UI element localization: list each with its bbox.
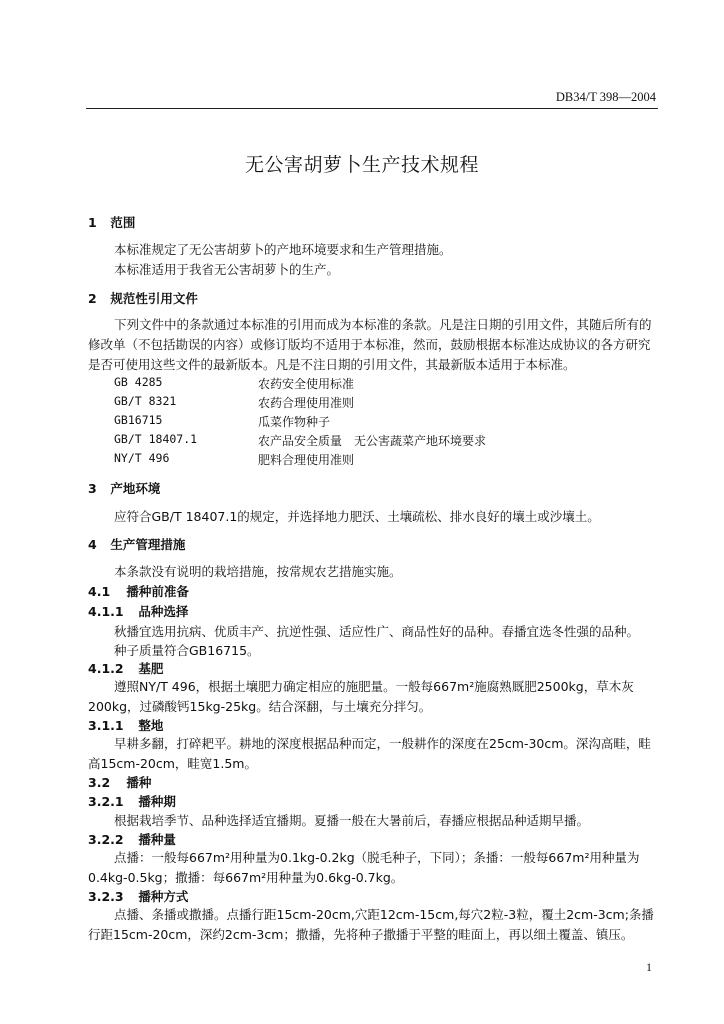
section-title: 规范性引用文件 [110,291,198,306]
section-number: 4 [88,537,97,552]
reference-title: 农药安全使用标准 [258,377,355,391]
reference-code: GB/T 8321 [114,394,177,408]
header-rule [86,108,658,109]
reference-row [114,451,354,468]
paragraph: 本条款没有说明的栽培措施，按常规农艺措施实施。 [114,564,402,579]
section-title: 播种期 [138,794,176,809]
paragraph: 根据栽培季节、品种选择适宜播期。夏播一般在大暑前后，春播应根据品种适期早播。 [114,813,590,828]
section-title: 播种 [126,775,152,790]
subsection-3-2-1-heading [88,792,176,810]
section-title: 播种量 [138,832,176,847]
reference-code: GB 4285 [114,375,163,389]
section-number: 4.1 [88,584,111,599]
reference-title: 肥料合理使用准则 [258,453,355,467]
reference-title: 农药合理使用准则 [258,396,355,410]
section-title: 生产管理措施 [110,537,186,552]
subsection-4-1-2-heading [88,659,163,677]
section-title: 范围 [110,215,136,230]
paragraph: 下列文件中的条款通过本标准的引用而成为本标准的条款。凡是注日期的引用文件，其随后所有的修改单（不包括勘误的内容）或修订版均不适用于本标准，然而，鼓励根据本标准达成协议的各方研究是否可使用这些文件的最新版本。凡是不注日期的引用文件，其最新版本适用于本标准。 [88,317,652,372]
document-title: 无公害胡萝卜生产技术规程 [244,154,479,176]
paragraph: 早耕多翻，打碎耙平。耕地的深度根据品种而定，一般耕作的深度在25cm-30cm。深沟高畦，畦高15cm-20cm，畦宽1.5m。 [88,736,651,771]
subsection-3-2-2-heading [88,830,176,848]
paragraph: 应符合GB/T 18407.1的规定，并选择地力肥沃、土壤疏松、排水良好的壤土或沙壤土。 [114,509,600,524]
paragraph: 本标准适用于我省无公害胡萝卜的生产。 [114,262,340,277]
reference-code: NY/T 496 [114,451,170,465]
page-number: 1 [646,960,652,974]
subsection-3-2-3-heading [88,887,188,905]
paragraph: 本标准规定了无公害胡萝卜的产地环境要求和生产管理措施。 [114,242,452,257]
reference-title: 农产品安全质量 无公害蔬菜产地环境要求 [258,434,487,448]
subsection-4-1-1-heading [88,602,188,620]
subsection-4-1-heading [88,582,189,600]
paragraph: 遵照NY/T 496，根据土壤肥力确定相应的施肥量。一般每667m²施腐熟厩肥2500kg，草木灰200kg，过磷酸钙15kg-25kg。结合深翻，与土壤充分拌匀。 [88,679,634,714]
reference-title: 瓜菜作物种子 [258,415,331,429]
subsection-3-2-heading [88,773,151,791]
section-title: 播种前准备 [126,584,189,599]
reference-code: GB16715 [114,413,163,427]
section-number: 3.2.2 [88,832,124,847]
section-title: 品种选择 [138,604,189,619]
section-number: 3.1.1 [88,718,124,733]
section-3-heading [88,479,160,497]
section-title: 播种方式 [138,889,189,904]
paragraph: 点播、条播或撒播。点播行距15cm-20cm,穴距12cm-15cm,每穴2粒-3粒，覆土2cm-3cm;条播行距15cm-20cm，深约2cm-3cm；撒播，先将种子撒播于平整的畦面上，再以细土覆盖、镇压。 [88,907,654,942]
section-1-heading [88,213,135,231]
reference-code: GB/T 18407.1 [114,432,198,446]
paragraph: 种子质量符合GB16715。 [114,643,260,658]
reference-row [114,394,354,411]
subsection-3-1-1-heading [88,716,163,734]
section-number: 3.2.3 [88,889,124,904]
section-number: 3 [88,481,97,496]
section-number: 2 [88,291,97,306]
reference-row [114,413,330,430]
reference-row [114,432,486,449]
section-4-heading [88,535,185,553]
section-number: 1 [88,215,97,230]
section-2-heading [88,289,198,307]
reference-row [114,375,354,392]
paragraph: 点播：一般每667m²用种量为0.1kg-0.2kg（脱毛种子，下同）；条播：一般每667m²用种量为0.4kg-0.5kg；撒播：每667m²用种量为0.6kg-0.7kg。 [88,850,640,885]
section-title: 产地环境 [110,481,161,496]
section-title: 基肥 [138,661,164,676]
section-number: 3.2 [88,775,111,790]
section-number: 3.2.1 [88,794,124,809]
section-number: 4.1.2 [88,661,124,676]
section-title: 整地 [138,718,164,733]
standard-code: DB34/T 398—2004 [555,90,656,104]
section-number: 4.1.1 [88,604,124,619]
paragraph: 秋播宜选用抗病、优质丰产、抗逆性强、适应性广、商品性好的品种。春播宜选冬性强的品种。 [114,624,640,639]
